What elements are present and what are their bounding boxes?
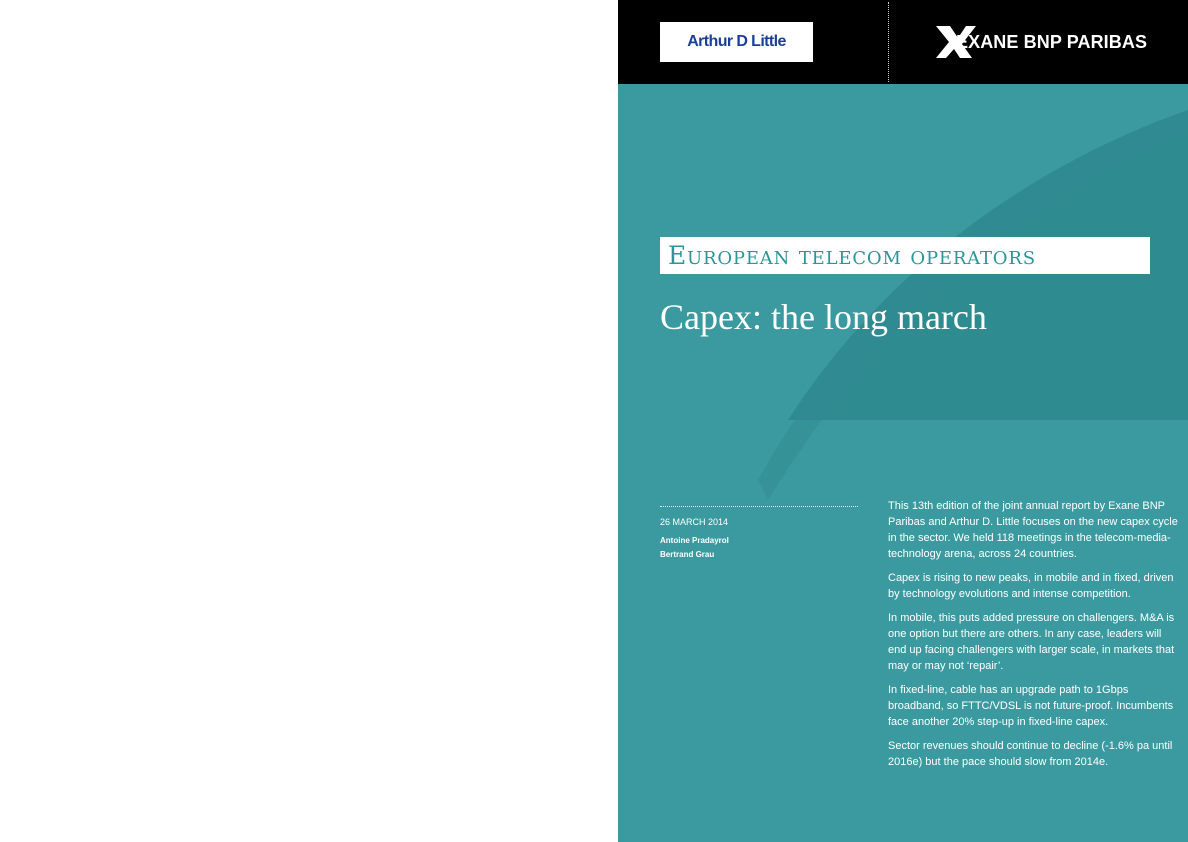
summary-paragraph: In mobile, this puts added pressure on challengers. M&A is one option but there are others. In any case, leaders will end up facing challengers with larger scale, in markets that may or may not ‘repair’. <box>888 612 1175 672</box>
arthur-d-little-logo: Arthur D Little <box>660 22 813 62</box>
author-name: Antoine Pradayrol <box>660 536 729 545</box>
summary-paragraph: In fixed-line, cable has an upgrade path to 1Gbps broadband, so FTTC/VDSL is not future-proof. Incumbents face another 20% step-up in fixed-line capex. <box>888 684 1174 728</box>
logo-divider <box>888 2 889 82</box>
series-title: European telecom operators <box>668 241 1036 270</box>
summary-paragraph: This 13th edition of the joint annual report by Exane BNP Paribas and Arthur D. Little focuses on the new capex cycle in the sector. We held 118 meetings in the telecom-media-technology arena, across 24 countries. <box>888 500 1178 560</box>
summary-paragraph: Capex is rising to new peaks, in mobile and in fixed, driven by technology evolutions and intense competition. <box>888 572 1174 600</box>
executive-summary <box>888 498 1180 778</box>
report-cover <box>618 0 1188 842</box>
summary-paragraph: Sector revenues should continue to decline (-1.6% pa until 2016e) but the pace should slow from 2014e. <box>888 740 1173 768</box>
exane-bnp-paribas-logo: EXANE BNP PARIBAS <box>934 24 1188 60</box>
header-logo-bar <box>618 0 1188 84</box>
publication-date: 26 MARCH 2014 <box>660 517 729 527</box>
report-title: Capex: the long march <box>660 297 987 337</box>
author-name: Bertrand Grau <box>660 550 715 559</box>
meta-divider <box>660 506 858 507</box>
series-banner <box>660 237 1150 274</box>
